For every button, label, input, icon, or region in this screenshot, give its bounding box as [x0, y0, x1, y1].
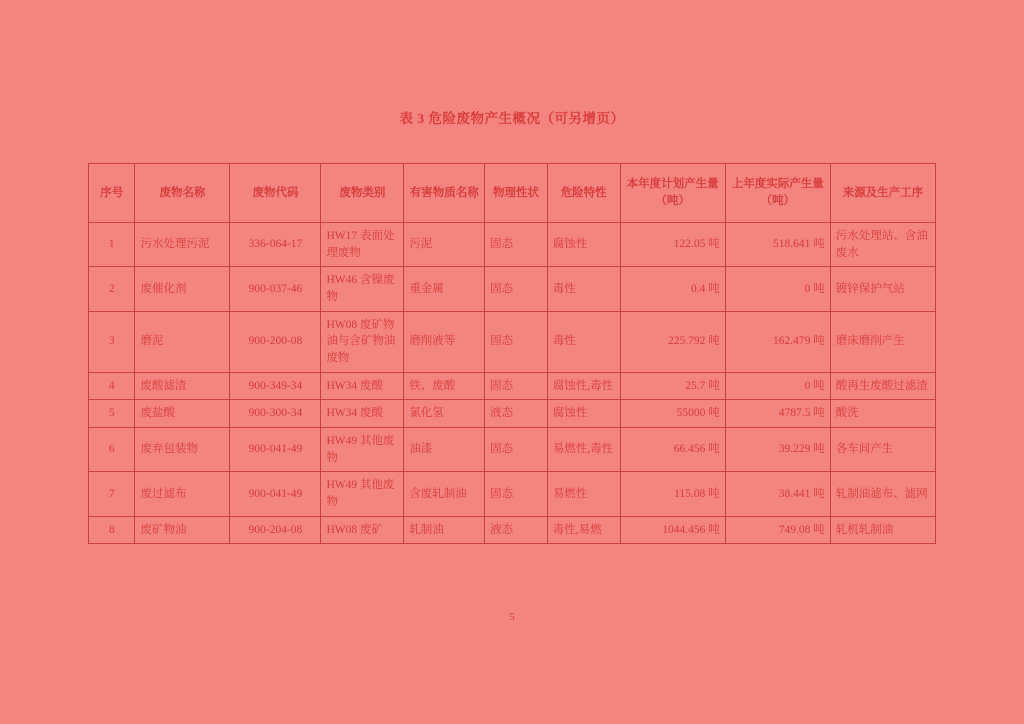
column-header-waste-code: 废物代码 [230, 164, 321, 223]
cell-actual-amount: 38.441 吨 [725, 472, 830, 516]
cell-index: 1 [89, 223, 135, 267]
cell-hazard-property: 腐蚀性 [547, 223, 620, 267]
cell-actual-amount: 0 吨 [725, 372, 830, 400]
cell-hazard-property: 腐蚀性,毒性 [547, 372, 620, 400]
table-row [89, 223, 936, 267]
cell-waste-code: 900-349-34 [230, 372, 321, 400]
cell-waste-code: 900-037-46 [230, 267, 321, 311]
cell-waste-category: HW08 废矿物油与含矿物油废物 [321, 311, 404, 372]
cell-hazard-property: 毒性 [547, 267, 620, 311]
cell-harmful-substance: 磨削液等 [404, 311, 485, 372]
cell-waste-name: 废盐酸 [135, 400, 230, 428]
cell-physical-state: 固态 [485, 311, 548, 372]
cell-source-process: 轧机轧制油 [830, 516, 935, 544]
cell-harmful-substance: 油漆 [404, 428, 485, 472]
column-header-waste-category: 废物类别 [321, 164, 404, 223]
column-header-planned-amount [620, 164, 725, 223]
cell-hazard-property: 易燃性 [547, 472, 620, 516]
cell-waste-category: HW34 废酸 [321, 400, 404, 428]
cell-harmful-substance: 污泥 [404, 223, 485, 267]
cell-index: 7 [89, 472, 135, 516]
cell-index: 2 [89, 267, 135, 311]
planned-amount-line-2: （吨） [655, 195, 690, 207]
cell-harmful-substance: 氯化氢 [404, 400, 485, 428]
column-header-actual-amount [725, 164, 830, 223]
cell-actual-amount: 162.479 吨 [725, 311, 830, 372]
cell-hazard-property: 毒性,易燃 [547, 516, 620, 544]
cell-source-process: 轧制油滤布、滤网 [830, 472, 935, 516]
cell-source-process: 酸洗 [830, 400, 935, 428]
cell-waste-name: 废过滤布 [135, 472, 230, 516]
cell-index: 3 [89, 311, 135, 372]
cell-waste-code: 336-064-17 [230, 223, 321, 267]
page-title: 表 3 危险废物产生概况（可另增页） [399, 111, 625, 126]
table-row [89, 400, 936, 428]
cell-physical-state: 液态 [485, 516, 548, 544]
cell-waste-code: 900-300-34 [230, 400, 321, 428]
cell-actual-amount: 0 吨 [725, 267, 830, 311]
actual-amount-line-1: 上年度实际产生量 [731, 178, 824, 191]
cell-waste-category: HW08 废矿 [321, 516, 404, 544]
cell-waste-category: HW49 其他废物 [321, 428, 404, 472]
cell-source-process: 污水处理站、含油废水 [830, 223, 935, 267]
table-header-row [89, 164, 936, 223]
cell-index: 6 [89, 428, 135, 472]
actual-amount-line-2: （吨） [760, 195, 795, 207]
column-header-index: 序号 [89, 164, 135, 223]
cell-waste-category: HW34 废酸 [321, 372, 404, 400]
cell-index: 4 [89, 372, 135, 400]
table-row [89, 428, 936, 472]
cell-planned-amount: 122.05 吨 [620, 223, 725, 267]
cell-waste-name: 废酸滤渣 [135, 372, 230, 400]
cell-source-process: 镀锌保护气站 [830, 267, 935, 311]
cell-planned-amount: 115.08 吨 [620, 472, 725, 516]
cell-actual-amount: 4787.5 吨 [725, 400, 830, 428]
cell-harmful-substance: 含废轧制油 [404, 472, 485, 516]
cell-waste-name: 废矿物油 [135, 516, 230, 544]
table-row [89, 372, 936, 400]
cell-actual-amount: 39.229 吨 [725, 428, 830, 472]
cell-source-process: 酸再生废酸过滤渣 [830, 372, 935, 400]
cell-actual-amount: 518.641 吨 [725, 223, 830, 267]
cell-waste-name: 磨泥 [135, 311, 230, 372]
planned-amount-line-1: 本年度计划产生量 [626, 178, 719, 191]
cell-waste-name: 废催化剂 [135, 267, 230, 311]
cell-physical-state: 固态 [485, 267, 548, 311]
cell-waste-code: 900-204-08 [230, 516, 321, 544]
cell-index: 5 [89, 400, 135, 428]
cell-waste-category: HW49 其他废物 [321, 472, 404, 516]
table-row [89, 472, 936, 516]
cell-planned-amount: 0.4 吨 [620, 267, 725, 311]
column-header-harmful-substance: 有害物质名称 [404, 164, 485, 223]
cell-harmful-substance: 铁、废酸 [404, 372, 485, 400]
column-header-source-process: 来源及生产工序 [830, 164, 935, 223]
column-header-physical-state: 物理性状 [485, 164, 548, 223]
cell-planned-amount: 25.7 吨 [620, 372, 725, 400]
cell-waste-category: HW46 含镍废物 [321, 267, 404, 311]
cell-waste-name: 污水处理污泥 [135, 223, 230, 267]
cell-hazard-property: 腐蚀性 [547, 400, 620, 428]
table-row [89, 311, 936, 372]
column-header-hazard-property: 危险特性 [547, 164, 620, 223]
cell-harmful-substance: 重金属 [404, 267, 485, 311]
cell-planned-amount: 55000 吨 [620, 400, 725, 428]
table-row [89, 516, 936, 544]
cell-index: 8 [89, 516, 135, 544]
cell-waste-name: 废弃包装物 [135, 428, 230, 472]
cell-planned-amount: 66.456 吨 [620, 428, 725, 472]
cell-hazard-property: 易燃性,毒性 [547, 428, 620, 472]
hazardous-waste-table-wrapper [88, 163, 936, 544]
hazardous-waste-table [88, 163, 936, 544]
cell-waste-code: 900-200-08 [230, 311, 321, 372]
cell-hazard-property: 毒性 [547, 311, 620, 372]
cell-waste-code: 900-041-49 [230, 428, 321, 472]
cell-physical-state: 固态 [485, 428, 548, 472]
table-row [89, 267, 936, 311]
page-number: 5 [509, 611, 515, 623]
cell-planned-amount: 1044.456 吨 [620, 516, 725, 544]
cell-waste-category: HW17 表面处理废物 [321, 223, 404, 267]
cell-actual-amount: 749.08 吨 [725, 516, 830, 544]
cell-physical-state: 固态 [485, 372, 548, 400]
cell-waste-code: 900-041-49 [230, 472, 321, 516]
cell-source-process: 磨床磨削产生 [830, 311, 935, 372]
cell-physical-state: 固态 [485, 472, 548, 516]
cell-physical-state: 固态 [485, 223, 548, 267]
cell-source-process: 各车间产生 [830, 428, 935, 472]
cell-physical-state: 液态 [485, 400, 548, 428]
cell-harmful-substance: 轧制油 [404, 516, 485, 544]
cell-planned-amount: 225.792 吨 [620, 311, 725, 372]
column-header-waste-name: 废物名称 [135, 164, 230, 223]
